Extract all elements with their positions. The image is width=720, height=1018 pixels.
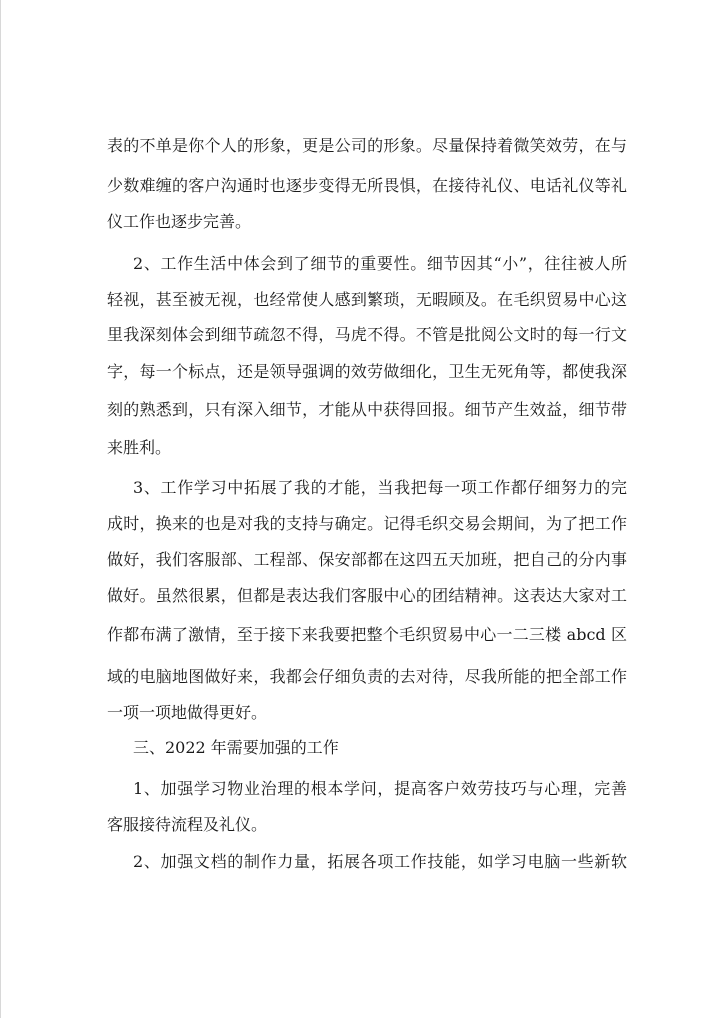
paragraph-line: 域的电脑地图做好来，我都会仔细负责的去对待，尽我所能的把全部工作	[107, 667, 627, 686]
paragraph-line: 2、工作生活中体会到了细节的重要性。细节因其“小”，往往被人所	[133, 254, 627, 273]
paragraph-line: 少数难缠的客户沟通时也逐步变得无所畏惧，在接待礼仪、电话礼仪等礼	[107, 176, 627, 195]
paragraph-line: 字，每一个标点，还是领导强调的效劳做细化，卫生无死角等，都使我深	[107, 362, 627, 381]
paragraph-line: 做好。虽然很累，但都是表达我们客服中心的团结精神。这表达大家对工	[107, 586, 627, 605]
paragraph-line: 3、工作学习中拓展了我的才能，当我把每一项工作都仔细努力的完	[133, 478, 627, 497]
paragraph-line: 轻视，甚至被无视，也经常使人感到繁琐，无暇顾及。在毛织贸易中心这	[107, 290, 627, 309]
paragraph-line: 客服接待流程及礼仪。	[107, 815, 268, 834]
paragraph-line: 仪工作也逐步完善。	[107, 212, 252, 231]
paragraph-line: 1、加强学习物业治理的根本学问，提高客户效劳技巧与心理，完善	[133, 779, 627, 798]
paragraph-line: 一项一项地做得更好。	[107, 703, 268, 722]
section-heading: 三、2022 年需要加强的工作	[133, 738, 339, 757]
paragraph-line: 成时，换来的也是对我的支持与确定。记得毛织交易会期间，为了把工作	[107, 514, 627, 533]
paragraph-line: 2、加强文档的制作力量，拓展各项工作技能，如学习电脑一些新软	[133, 852, 627, 871]
paragraph-line: 里我深刻体会到细节疏忽不得，马虎不得。不管是批阅公文时的每一行文	[107, 325, 627, 344]
paragraph-line: 表的不单是你个人的形象，更是公司的形象。尽量保持着微笑效劳，在与	[107, 136, 627, 155]
paragraph-line: 做好，我们客服部、工程部、保安部都在这四五天加班，把自己的分内事	[107, 550, 627, 569]
paragraph-line: 来胜利。	[107, 438, 172, 457]
paragraph-line: 刻的熟悉到，只有深入细节，才能从中获得回报。细节产生效益，细节带	[107, 400, 627, 419]
paragraph-line: 作都布满了激情，至于接下来我要把整个毛织贸易中心一二三楼 abcd 区	[107, 625, 627, 644]
page-edge	[0, 0, 1, 1018]
